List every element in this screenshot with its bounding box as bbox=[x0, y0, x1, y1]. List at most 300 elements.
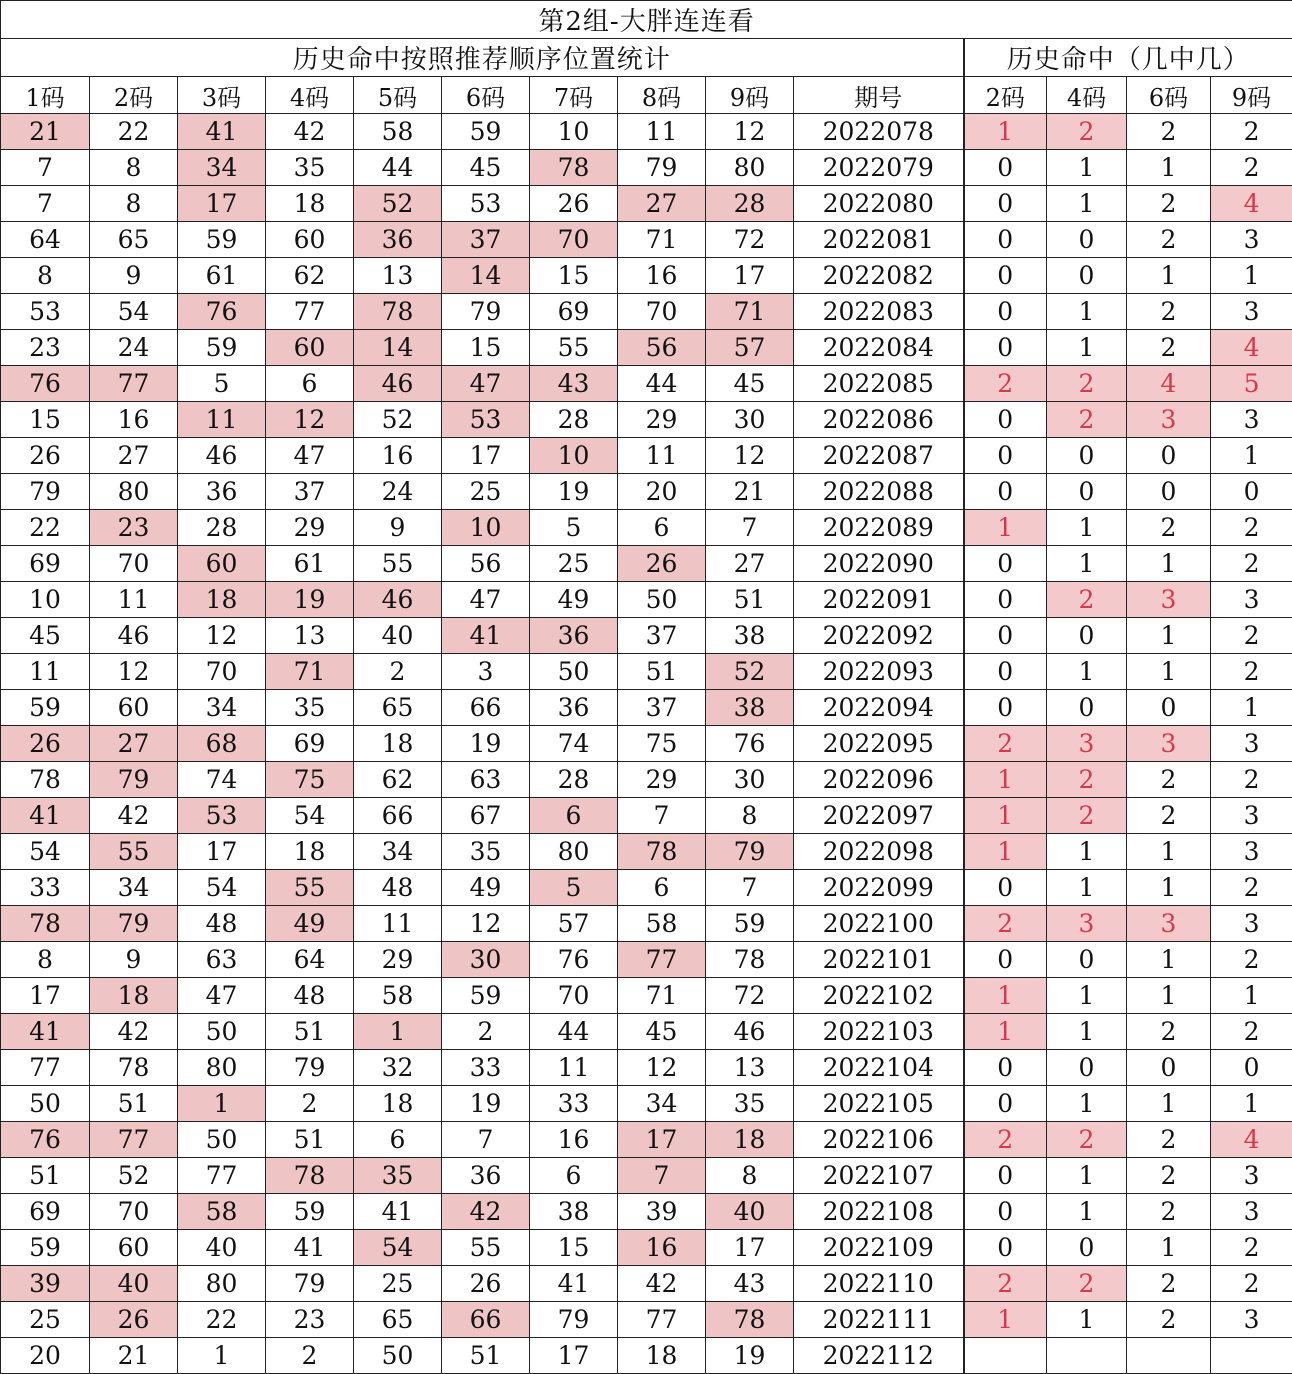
number-cell: 37 bbox=[618, 618, 706, 654]
hit-count-cell: 2 bbox=[1127, 114, 1211, 150]
hit-count-cell: 1 bbox=[1127, 150, 1211, 186]
number-cell: 72 bbox=[706, 222, 794, 258]
hit-count-cell: 2 bbox=[1047, 114, 1127, 150]
number-cell: 52 bbox=[354, 186, 442, 222]
number-cell: 75 bbox=[266, 762, 354, 798]
number-cell: 79 bbox=[618, 150, 706, 186]
number-cell: 47 bbox=[266, 438, 354, 474]
number-cell: 22 bbox=[1, 510, 90, 546]
number-cell: 11 bbox=[618, 114, 706, 150]
number-cell: 7 bbox=[706, 510, 794, 546]
number-cell: 55 bbox=[266, 870, 354, 906]
hit-count-cell: 1 bbox=[1047, 186, 1127, 222]
hit-count-cell: 2 bbox=[964, 1266, 1047, 1302]
number-cell: 78 bbox=[1, 906, 90, 942]
hit-count-cell: 2 bbox=[1127, 1014, 1211, 1050]
period-cell: 2022082 bbox=[794, 258, 964, 294]
number-cell: 63 bbox=[442, 762, 530, 798]
number-cell: 17 bbox=[1, 978, 90, 1014]
period-cell: 2022090 bbox=[794, 546, 964, 582]
hit-count-cell: 0 bbox=[1127, 438, 1211, 474]
number-cell: 15 bbox=[442, 330, 530, 366]
hit-count-cell: 3 bbox=[1211, 402, 1292, 438]
col-header-period: 期号 bbox=[794, 77, 964, 114]
number-cell: 19 bbox=[266, 582, 354, 618]
number-cell: 46 bbox=[706, 1014, 794, 1050]
number-cell: 45 bbox=[442, 150, 530, 186]
number-cell: 2 bbox=[266, 1338, 354, 1374]
number-cell: 26 bbox=[530, 186, 618, 222]
period-cell: 2022083 bbox=[794, 294, 964, 330]
table-row bbox=[1, 474, 1292, 510]
number-cell: 1 bbox=[178, 1338, 266, 1374]
hit-count-cell bbox=[1047, 1338, 1127, 1374]
hit-count-cell: 1 bbox=[964, 510, 1047, 546]
hit-count-cell: 2 bbox=[964, 906, 1047, 942]
period-cell: 2022079 bbox=[794, 150, 964, 186]
hit-count-cell: 0 bbox=[964, 1050, 1047, 1086]
table-row bbox=[1, 1338, 1292, 1374]
number-cell: 45 bbox=[1, 618, 90, 654]
number-cell: 57 bbox=[530, 906, 618, 942]
table-row bbox=[1, 726, 1292, 762]
number-cell: 77 bbox=[266, 294, 354, 330]
hit-count-cell: 1 bbox=[1127, 546, 1211, 582]
hit-count-cell: 0 bbox=[1047, 438, 1127, 474]
number-cell: 10 bbox=[530, 114, 618, 150]
number-cell: 46 bbox=[354, 582, 442, 618]
number-cell: 2 bbox=[442, 1014, 530, 1050]
col-header-1: 1码 bbox=[1, 77, 90, 114]
number-cell: 50 bbox=[178, 1014, 266, 1050]
hit-count-cell: 0 bbox=[964, 258, 1047, 294]
number-cell: 15 bbox=[530, 1230, 618, 1266]
hit-count-cell: 1 bbox=[1211, 258, 1292, 294]
period-cell: 2022080 bbox=[794, 186, 964, 222]
number-cell: 19 bbox=[442, 726, 530, 762]
hit-count-cell: 2 bbox=[1211, 1230, 1292, 1266]
number-cell: 54 bbox=[354, 1230, 442, 1266]
number-cell: 74 bbox=[530, 726, 618, 762]
hit-count-cell: 1 bbox=[1047, 1086, 1127, 1122]
hit-count-cell: 0 bbox=[964, 438, 1047, 474]
hit-count-cell: 2 bbox=[964, 366, 1047, 402]
number-cell: 8 bbox=[90, 186, 178, 222]
hit-count-cell: 0 bbox=[964, 1230, 1047, 1266]
number-cell: 5 bbox=[530, 510, 618, 546]
hit-count-cell: 2 bbox=[1211, 942, 1292, 978]
number-cell: 71 bbox=[618, 222, 706, 258]
hit-count-cell: 0 bbox=[964, 150, 1047, 186]
hit-count-cell: 3 bbox=[1211, 834, 1292, 870]
number-cell: 77 bbox=[90, 1122, 178, 1158]
period-cell: 2022093 bbox=[794, 654, 964, 690]
number-cell: 69 bbox=[266, 726, 354, 762]
hit-count-cell: 1 bbox=[1127, 1086, 1211, 1122]
number-cell: 26 bbox=[442, 1266, 530, 1302]
number-cell: 41 bbox=[178, 114, 266, 150]
number-cell: 14 bbox=[354, 330, 442, 366]
hit-count-cell: 3 bbox=[1211, 582, 1292, 618]
number-cell: 7 bbox=[1, 186, 90, 222]
hit-count-cell: 1 bbox=[1127, 618, 1211, 654]
hit-count-cell: 0 bbox=[964, 942, 1047, 978]
hit-count-cell: 3 bbox=[1127, 582, 1211, 618]
number-cell: 78 bbox=[706, 1302, 794, 1338]
table-row bbox=[1, 1158, 1292, 1194]
number-cell: 61 bbox=[178, 258, 266, 294]
number-cell: 17 bbox=[706, 258, 794, 294]
number-cell: 11 bbox=[1, 654, 90, 690]
hit-count-cell bbox=[964, 1338, 1047, 1374]
number-cell: 18 bbox=[266, 186, 354, 222]
hit-count-cell: 1 bbox=[1047, 834, 1127, 870]
period-cell: 2022099 bbox=[794, 870, 964, 906]
hit-count-cell: 2 bbox=[1127, 1194, 1211, 1230]
number-cell: 78 bbox=[90, 1050, 178, 1086]
number-cell: 49 bbox=[266, 906, 354, 942]
number-cell: 51 bbox=[1, 1158, 90, 1194]
number-cell: 23 bbox=[266, 1302, 354, 1338]
col-header-5: 5码 bbox=[354, 77, 442, 114]
hit-count-cell: 4 bbox=[1127, 366, 1211, 402]
period-cell: 2022078 bbox=[794, 114, 964, 150]
number-cell: 41 bbox=[442, 618, 530, 654]
number-cell: 12 bbox=[178, 618, 266, 654]
number-cell: 18 bbox=[266, 834, 354, 870]
number-cell: 65 bbox=[354, 1302, 442, 1338]
number-cell: 34 bbox=[354, 834, 442, 870]
number-cell: 35 bbox=[354, 1158, 442, 1194]
hit-count-cell: 0 bbox=[964, 1194, 1047, 1230]
number-cell: 51 bbox=[266, 1122, 354, 1158]
hit-count-cell: 0 bbox=[964, 870, 1047, 906]
number-cell: 34 bbox=[178, 150, 266, 186]
section-title-position-stats: 历史命中按照推荐顺序位置统计 bbox=[1, 39, 964, 77]
number-cell: 9 bbox=[90, 942, 178, 978]
hit-count-cell: 0 bbox=[964, 690, 1047, 726]
hit-count-cell: 0 bbox=[1047, 258, 1127, 294]
number-cell: 2 bbox=[354, 654, 442, 690]
hit-count-cell: 0 bbox=[1047, 618, 1127, 654]
number-cell: 43 bbox=[706, 1266, 794, 1302]
number-cell: 70 bbox=[90, 546, 178, 582]
hit-count-cell: 0 bbox=[1047, 1050, 1127, 1086]
period-cell: 2022087 bbox=[794, 438, 964, 474]
hit-count-cell: 2 bbox=[1127, 186, 1211, 222]
hit-count-cell: 2 bbox=[964, 726, 1047, 762]
number-cell: 48 bbox=[178, 906, 266, 942]
number-cell: 2 bbox=[266, 1086, 354, 1122]
number-cell: 35 bbox=[706, 1086, 794, 1122]
number-cell: 15 bbox=[1, 402, 90, 438]
table-row bbox=[1, 762, 1292, 798]
table-row bbox=[1, 150, 1292, 186]
number-cell: 17 bbox=[530, 1338, 618, 1374]
hit-count-cell: 5 bbox=[1211, 366, 1292, 402]
number-cell: 80 bbox=[178, 1266, 266, 1302]
number-cell: 59 bbox=[178, 222, 266, 258]
number-cell: 51 bbox=[706, 582, 794, 618]
number-cell: 11 bbox=[530, 1050, 618, 1086]
hit-count-cell: 1 bbox=[1127, 654, 1211, 690]
number-cell: 26 bbox=[90, 1302, 178, 1338]
number-cell: 40 bbox=[706, 1194, 794, 1230]
period-cell: 2022094 bbox=[794, 690, 964, 726]
number-cell: 44 bbox=[530, 1014, 618, 1050]
number-cell: 11 bbox=[354, 906, 442, 942]
number-cell: 76 bbox=[1, 1122, 90, 1158]
number-cell: 79 bbox=[266, 1266, 354, 1302]
number-cell: 38 bbox=[706, 618, 794, 654]
number-cell: 8 bbox=[706, 1158, 794, 1194]
number-cell: 78 bbox=[618, 834, 706, 870]
period-cell: 2022081 bbox=[794, 222, 964, 258]
table-row bbox=[1, 330, 1292, 366]
number-cell: 64 bbox=[1, 222, 90, 258]
number-cell: 7 bbox=[618, 798, 706, 834]
table-row bbox=[1, 186, 1292, 222]
period-cell: 2022110 bbox=[794, 1266, 964, 1302]
number-cell: 17 bbox=[442, 438, 530, 474]
hit-count-cell: 2 bbox=[1047, 1266, 1127, 1302]
hit-count-cell: 1 bbox=[1047, 870, 1127, 906]
number-cell: 77 bbox=[178, 1158, 266, 1194]
col-header-4: 4码 bbox=[266, 77, 354, 114]
hit-count-cell: 0 bbox=[1127, 474, 1211, 510]
table-row bbox=[1, 1086, 1292, 1122]
number-cell: 36 bbox=[442, 1158, 530, 1194]
table-row bbox=[1, 798, 1292, 834]
number-cell: 38 bbox=[706, 690, 794, 726]
number-cell: 25 bbox=[442, 474, 530, 510]
number-cell: 63 bbox=[178, 942, 266, 978]
number-cell: 5 bbox=[178, 366, 266, 402]
number-cell: 47 bbox=[442, 582, 530, 618]
period-cell: 2022088 bbox=[794, 474, 964, 510]
number-cell: 36 bbox=[354, 222, 442, 258]
number-cell: 70 bbox=[90, 1194, 178, 1230]
number-cell: 79 bbox=[442, 294, 530, 330]
hit-count-cell: 2 bbox=[1211, 546, 1292, 582]
section-title-hit-history: 历史命中（几中几） bbox=[964, 39, 1292, 77]
number-cell: 64 bbox=[266, 942, 354, 978]
number-cell: 59 bbox=[1, 1230, 90, 1266]
table-row bbox=[1, 294, 1292, 330]
number-cell: 57 bbox=[706, 330, 794, 366]
number-cell: 71 bbox=[618, 978, 706, 1014]
table-row bbox=[1, 1266, 1292, 1302]
number-cell: 54 bbox=[266, 798, 354, 834]
number-cell: 11 bbox=[178, 402, 266, 438]
number-cell: 51 bbox=[442, 1338, 530, 1374]
number-cell: 28 bbox=[178, 510, 266, 546]
number-cell: 18 bbox=[618, 1338, 706, 1374]
number-cell: 18 bbox=[354, 1086, 442, 1122]
number-cell: 23 bbox=[1, 330, 90, 366]
number-cell: 40 bbox=[354, 618, 442, 654]
number-cell: 56 bbox=[618, 330, 706, 366]
table-row bbox=[1, 654, 1292, 690]
number-cell: 67 bbox=[442, 798, 530, 834]
number-cell: 26 bbox=[618, 546, 706, 582]
number-cell: 7 bbox=[618, 1158, 706, 1194]
number-cell: 34 bbox=[618, 1086, 706, 1122]
hit-count-cell: 1 bbox=[1211, 1086, 1292, 1122]
number-cell: 62 bbox=[266, 258, 354, 294]
number-cell: 24 bbox=[90, 330, 178, 366]
hit-count-cell: 0 bbox=[964, 654, 1047, 690]
number-cell: 48 bbox=[354, 870, 442, 906]
number-cell: 66 bbox=[442, 1302, 530, 1338]
number-cell: 32 bbox=[354, 1050, 442, 1086]
number-cell: 21 bbox=[90, 1338, 178, 1374]
table-row bbox=[1, 438, 1292, 474]
number-cell: 53 bbox=[442, 186, 530, 222]
hit-count-cell: 3 bbox=[1127, 726, 1211, 762]
table-row bbox=[1, 114, 1292, 150]
number-cell: 12 bbox=[266, 402, 354, 438]
number-cell: 22 bbox=[90, 114, 178, 150]
hit-count-cell: 0 bbox=[1047, 942, 1127, 978]
number-cell: 69 bbox=[530, 294, 618, 330]
number-cell: 6 bbox=[354, 1122, 442, 1158]
number-cell: 17 bbox=[618, 1122, 706, 1158]
hit-count-cell: 1 bbox=[1211, 438, 1292, 474]
hit-count-cell: 2 bbox=[1127, 1302, 1211, 1338]
hit-count-cell: 1 bbox=[1211, 690, 1292, 726]
number-cell: 50 bbox=[618, 582, 706, 618]
hit-count-cell: 0 bbox=[964, 186, 1047, 222]
number-cell: 28 bbox=[706, 186, 794, 222]
number-cell: 16 bbox=[90, 402, 178, 438]
number-cell: 18 bbox=[90, 978, 178, 1014]
hit-count-cell: 0 bbox=[1127, 1050, 1211, 1086]
hit-count-cell: 2 bbox=[1047, 798, 1127, 834]
hit-count-cell: 2 bbox=[1047, 402, 1127, 438]
number-cell: 52 bbox=[354, 402, 442, 438]
period-cell: 2022107 bbox=[794, 1158, 964, 1194]
number-cell: 70 bbox=[530, 978, 618, 1014]
table-body bbox=[1, 1, 1292, 1374]
number-cell: 58 bbox=[178, 1194, 266, 1230]
number-cell: 33 bbox=[1, 870, 90, 906]
number-cell: 79 bbox=[90, 762, 178, 798]
table-row bbox=[1, 366, 1292, 402]
number-cell: 7 bbox=[706, 870, 794, 906]
number-cell: 78 bbox=[1, 762, 90, 798]
hit-count-cell: 1 bbox=[1047, 978, 1127, 1014]
number-cell: 42 bbox=[266, 114, 354, 150]
number-cell: 62 bbox=[354, 762, 442, 798]
number-cell: 30 bbox=[706, 402, 794, 438]
hit-count-cell: 3 bbox=[1211, 294, 1292, 330]
number-cell: 59 bbox=[442, 978, 530, 1014]
number-cell: 59 bbox=[266, 1194, 354, 1230]
number-cell: 28 bbox=[530, 402, 618, 438]
hit-count-cell: 1 bbox=[1047, 1158, 1127, 1194]
hit-count-cell bbox=[1211, 1338, 1292, 1374]
number-cell: 50 bbox=[178, 1122, 266, 1158]
hit-count-cell: 0 bbox=[964, 546, 1047, 582]
number-cell: 72 bbox=[706, 978, 794, 1014]
table-row bbox=[1, 510, 1292, 546]
number-cell: 76 bbox=[706, 726, 794, 762]
hit-count-cell: 1 bbox=[1047, 654, 1127, 690]
hit-count-cell: 0 bbox=[964, 1158, 1047, 1194]
number-cell: 58 bbox=[618, 906, 706, 942]
number-cell: 29 bbox=[354, 942, 442, 978]
number-cell: 76 bbox=[178, 294, 266, 330]
hit-count-cell: 3 bbox=[1127, 402, 1211, 438]
number-cell: 44 bbox=[354, 150, 442, 186]
period-cell: 2022092 bbox=[794, 618, 964, 654]
period-cell: 2022084 bbox=[794, 330, 964, 366]
hit-count-cell: 0 bbox=[964, 582, 1047, 618]
number-cell: 28 bbox=[530, 762, 618, 798]
number-cell: 20 bbox=[618, 474, 706, 510]
hit-count-cell: 0 bbox=[964, 402, 1047, 438]
number-cell: 49 bbox=[530, 582, 618, 618]
number-cell: 33 bbox=[530, 1086, 618, 1122]
period-cell: 2022089 bbox=[794, 510, 964, 546]
period-cell: 2022111 bbox=[794, 1302, 964, 1338]
number-cell: 76 bbox=[530, 942, 618, 978]
number-cell: 12 bbox=[706, 114, 794, 150]
table-row bbox=[1, 1302, 1292, 1338]
number-cell: 27 bbox=[706, 546, 794, 582]
number-cell: 12 bbox=[442, 906, 530, 942]
number-cell: 55 bbox=[530, 330, 618, 366]
hit-count-cell: 2 bbox=[1211, 762, 1292, 798]
hit-header-6: 6码 bbox=[1127, 77, 1211, 114]
number-cell: 20 bbox=[1, 1338, 90, 1374]
hit-count-cell: 0 bbox=[1047, 690, 1127, 726]
number-cell: 42 bbox=[90, 1014, 178, 1050]
number-cell: 71 bbox=[706, 294, 794, 330]
number-cell: 36 bbox=[178, 474, 266, 510]
hit-count-cell: 1 bbox=[964, 1014, 1047, 1050]
hit-count-cell: 2 bbox=[964, 1122, 1047, 1158]
number-cell: 51 bbox=[618, 654, 706, 690]
number-cell: 19 bbox=[530, 474, 618, 510]
number-cell: 80 bbox=[178, 1050, 266, 1086]
number-cell: 79 bbox=[266, 1050, 354, 1086]
number-cell: 50 bbox=[1, 1086, 90, 1122]
number-cell: 13 bbox=[266, 618, 354, 654]
number-cell: 60 bbox=[90, 690, 178, 726]
table-row bbox=[1, 834, 1292, 870]
hit-count-cell: 1 bbox=[1047, 1014, 1127, 1050]
col-header-6: 6码 bbox=[442, 77, 530, 114]
number-cell: 14 bbox=[442, 258, 530, 294]
number-cell: 70 bbox=[178, 654, 266, 690]
number-cell: 47 bbox=[442, 366, 530, 402]
period-cell: 2022095 bbox=[794, 726, 964, 762]
number-cell: 35 bbox=[266, 690, 354, 726]
number-cell: 10 bbox=[530, 438, 618, 474]
number-cell: 79 bbox=[706, 834, 794, 870]
table-row bbox=[1, 1230, 1292, 1266]
number-cell: 41 bbox=[1, 1014, 90, 1050]
number-cell: 46 bbox=[90, 618, 178, 654]
number-cell: 13 bbox=[706, 1050, 794, 1086]
table-row bbox=[1, 870, 1292, 906]
number-cell: 46 bbox=[178, 438, 266, 474]
number-cell: 80 bbox=[90, 474, 178, 510]
table-row bbox=[1, 1194, 1292, 1230]
hit-count-cell: 2 bbox=[1211, 870, 1292, 906]
